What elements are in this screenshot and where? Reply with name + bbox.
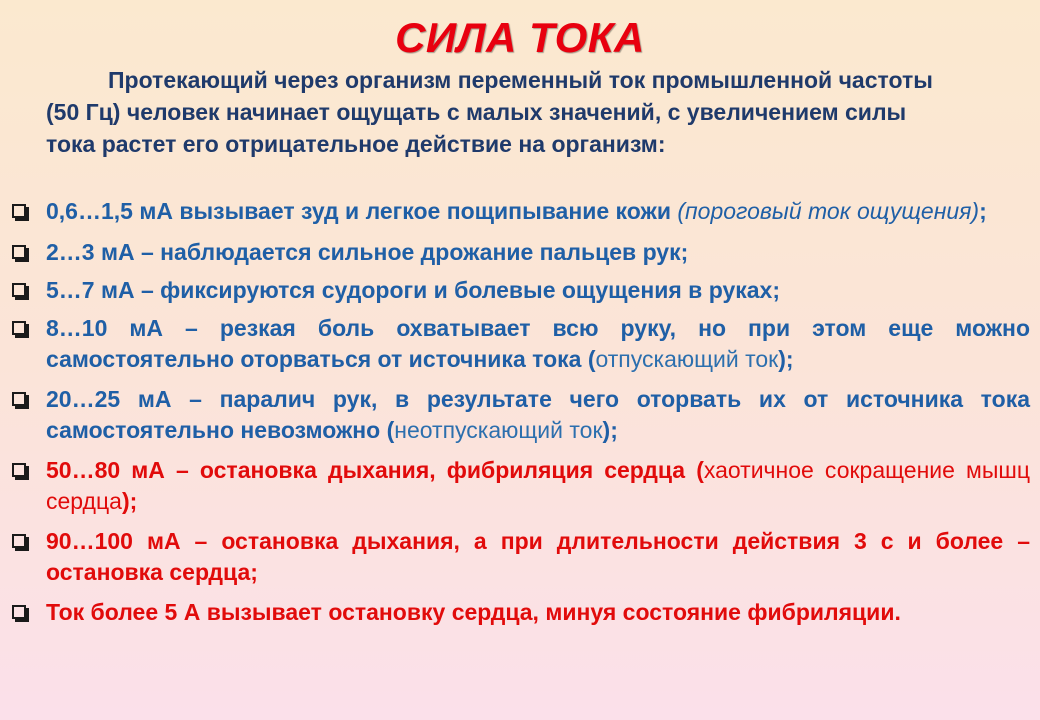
list-item [0,237,1040,268]
list-item [0,275,1040,306]
item-main-text: Ток более 5 А вызывает остановку сердца, минуя состояние фибриляции. [46,599,901,625]
checkbox-bullet-icon [12,321,26,335]
page-title: СИЛА ТОКА [395,14,645,61]
list-item [0,597,1040,628]
list-item [0,455,1040,517]
checkbox-bullet-icon [12,534,26,548]
checkbox-bullet-icon [12,245,26,259]
item-end-text: ); [778,346,794,372]
checkbox-bullet-icon [12,283,26,297]
checkbox-bullet-icon [12,392,26,406]
checkbox-bullet-icon [12,605,26,619]
checkbox-bullet-icon [12,204,26,218]
item-main-text: 90…100 мА – остановка дыхания, а при длительности действия 3 с и более – остановка сердца; [46,528,1030,585]
item-note-text: (пороговый ток ощущения) [677,198,980,224]
item-main-text: 20…25 мА – паралич рук, в результате чего оторвать их от источника тока самостоятельно невозможно ( [46,386,1030,443]
item-note-text: отпускающий ток [595,346,779,372]
list-item [0,313,1040,375]
item-end-text: ); [602,417,618,443]
intro-paragraph: Протекающий через организм переменный ток промышленной частоты (50 Гц) человек начинает ощущать с малых значений, с увеличением силы тока растет его отрицательное действие на организм: [46,67,933,157]
item-main-text: 5…7 мА – фиксируются судороги и болевые ощущения в руках; [46,277,780,303]
list-item [0,196,1040,227]
item-note-text: хаотичное сокращение мышц сердца [46,457,1030,514]
item-end-text: ); [121,488,138,514]
item-main-text: 50…80 мА – остановка дыхания, фибриляция сердца ( [46,457,704,483]
effects-list [0,196,1040,628]
checkbox-bullet-icon [12,463,26,477]
item-note-text: неотпускающий ток [394,417,603,443]
list-item [0,384,1040,446]
item-main-text: 8…10 мА – резкая боль охватывает всю руку, но при этом еще можно самостоятельно оторваться от источника тока ( [46,315,1030,372]
item-main-text: 2…3 мА – наблюдается сильное дрожание пальцев рук; [46,239,689,265]
item-main-text: 0,6…1,5 мА вызывает зуд и легкое пощипывание кожи [46,198,671,224]
list-item [0,526,1040,588]
item-end-text: ; [979,198,987,224]
